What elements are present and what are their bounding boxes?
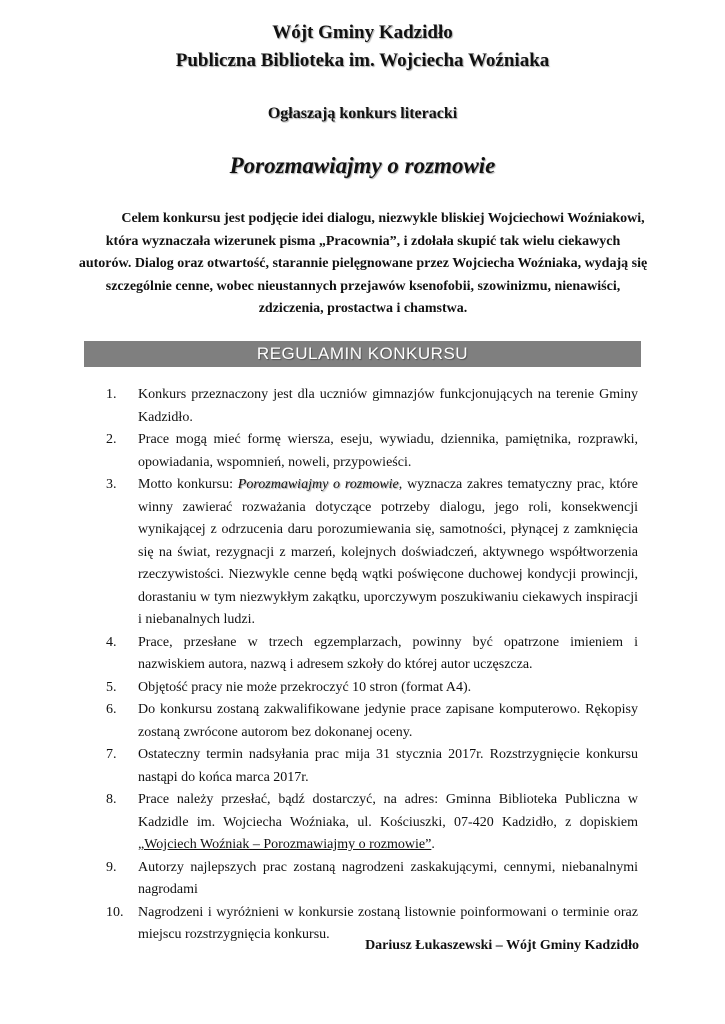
- rule-number: 10.: [106, 904, 124, 920]
- announcement-heading: Ogłaszają konkurs literacki: [267, 105, 458, 122]
- rule-number: 9.: [106, 859, 117, 875]
- rule-number: 1.: [106, 387, 117, 402]
- rule-number: 6.: [106, 702, 117, 717]
- rule-text: Objętość pracy nie może przekroczyć 10 stron (format A4).: [138, 679, 472, 695]
- rule-text-post: , wyznacza zakres tematyczny prac, które winny zawierać rozważania dotyczące potrzeby dialogu, jego roli, konsekwencji wynikającej z odrzucenia daru porozumiewania się, samotności, płynącej z zamknięcia się na świat, rezygnacji z marzeń, kolejnych doświadczeń, aktywnego współtworzenia rzeczywistości. Niezwykle cenne będą wątki poświęcone duchowej kondycji prowincji, dorastaniu w tym niezwykłym zakątku, uporczywym poszukiwaniu ciekawych inspiracji i niebanalnych ludzi.: [138, 477, 638, 627]
- rule-item: [100, 744, 638, 789]
- rule-item: [100, 474, 638, 632]
- organizer-heading: Wójt Gminy Kadzidło: [272, 22, 453, 43]
- rule-text: Nagrodzeni i wyróżnieni w konkursie zostaną listownie poinformowani o terminie oraz miejscu rozstrzygnięcia konkursu.: [138, 904, 638, 942]
- rule-item: [100, 677, 638, 700]
- rule-text: Autorzy najlepszych prac zostaną nagrodzeni zaskakującymi, cennymi, niebanalnymi nagrodami: [138, 859, 638, 897]
- library-heading: Publiczna Biblioteka im. Wojciecha Woźniaka: [175, 50, 550, 71]
- rule-text-pre: Prace należy przesłać, bądź dostarczyć, na adres: Gminna Biblioteka Publiczna w Kadzidle im. Wojciecha Woźniaka, ul. Kościuszki, 07-420 Kadzidło, z dopiskiem: [138, 792, 638, 830]
- rule-item: [100, 429, 638, 474]
- rule-text-post: .: [431, 837, 435, 852]
- rule-text: Do konkursu zostaną zakwalifikowane jedynie prace zapisane komputerowo. Rękopisy zostaną zwrócone autorom bez dokonanej oceny.: [138, 702, 638, 740]
- rule-text-pre: Motto konkursu:: [138, 477, 238, 492]
- rule-text: Prace mogą mieć formę wiersza, eseju, wywiadu, dziennika, pamiętnika, rozprawki, opowiadania, wspomnień, noweli, przypowieści.: [138, 432, 638, 470]
- rule-item: [100, 789, 638, 857]
- rule-number: 7.: [106, 747, 117, 762]
- rule-text: [138, 474, 638, 632]
- rules-list: [100, 384, 638, 947]
- rules-banner: REGULAMIN KONKURSU: [84, 341, 641, 367]
- rule-text: [138, 789, 638, 857]
- rule-number: 4.: [106, 634, 117, 650]
- contest-title: Porozmawiajmy o rozmowie: [229, 153, 496, 178]
- annotation-text: „Wojciech Woźniak – Porozmawiajmy o rozmowie”: [138, 837, 432, 852]
- signature: Dariusz Łukaszewski – Wójt Gminy Kadzidło: [365, 938, 639, 953]
- rule-item: [100, 632, 638, 677]
- rule-number: 8.: [106, 792, 117, 807]
- rule-number: 3.: [106, 477, 117, 492]
- rule-item: [100, 384, 638, 429]
- rule-text: Ostateczny termin nadsyłania prac mija 31 stycznia 2017r. Rozstrzygnięcie konkursu nastąpi do końca marca 2017r.: [138, 747, 638, 785]
- intro-text: Celem konkursu jest podjęcie idei dialogu, niezwykle bliskiej Wojciechowi Woźniakowi, która wyznaczała wizerunek pisma „Pracownia”, i zdołała skupić tak wielu ciekawych autorów. Dialog oraz otwartość, starannie pielęgnowane przez Wojciecha Woźniaka, wydają się szczególnie cenne, wobec nieustannych przejawów ksenofobii, szowinizmu, nienawiści, zdziczenia, prostactwa i chamstwa.: [78, 211, 648, 316]
- rule-text: Konkurs przeznaczony jest dla uczniów gimnazjów funkcjonujących na terenie Gminy Kadzidło.: [138, 387, 638, 425]
- motto-text: Porozmawiajmy o rozmowie: [237, 477, 399, 492]
- rule-item: [100, 857, 638, 902]
- rule-number: 2.: [106, 432, 117, 447]
- rule-number: 5.: [106, 679, 117, 695]
- rule-item: [100, 699, 638, 744]
- rule-text: Prace, przesłane w trzech egzemplarzach, powinny być opatrzone imieniem i nazwiskiem autora, nazwą i adresem szkoły do której autor uczęszcza.: [138, 634, 638, 672]
- intro-paragraph: [78, 208, 648, 321]
